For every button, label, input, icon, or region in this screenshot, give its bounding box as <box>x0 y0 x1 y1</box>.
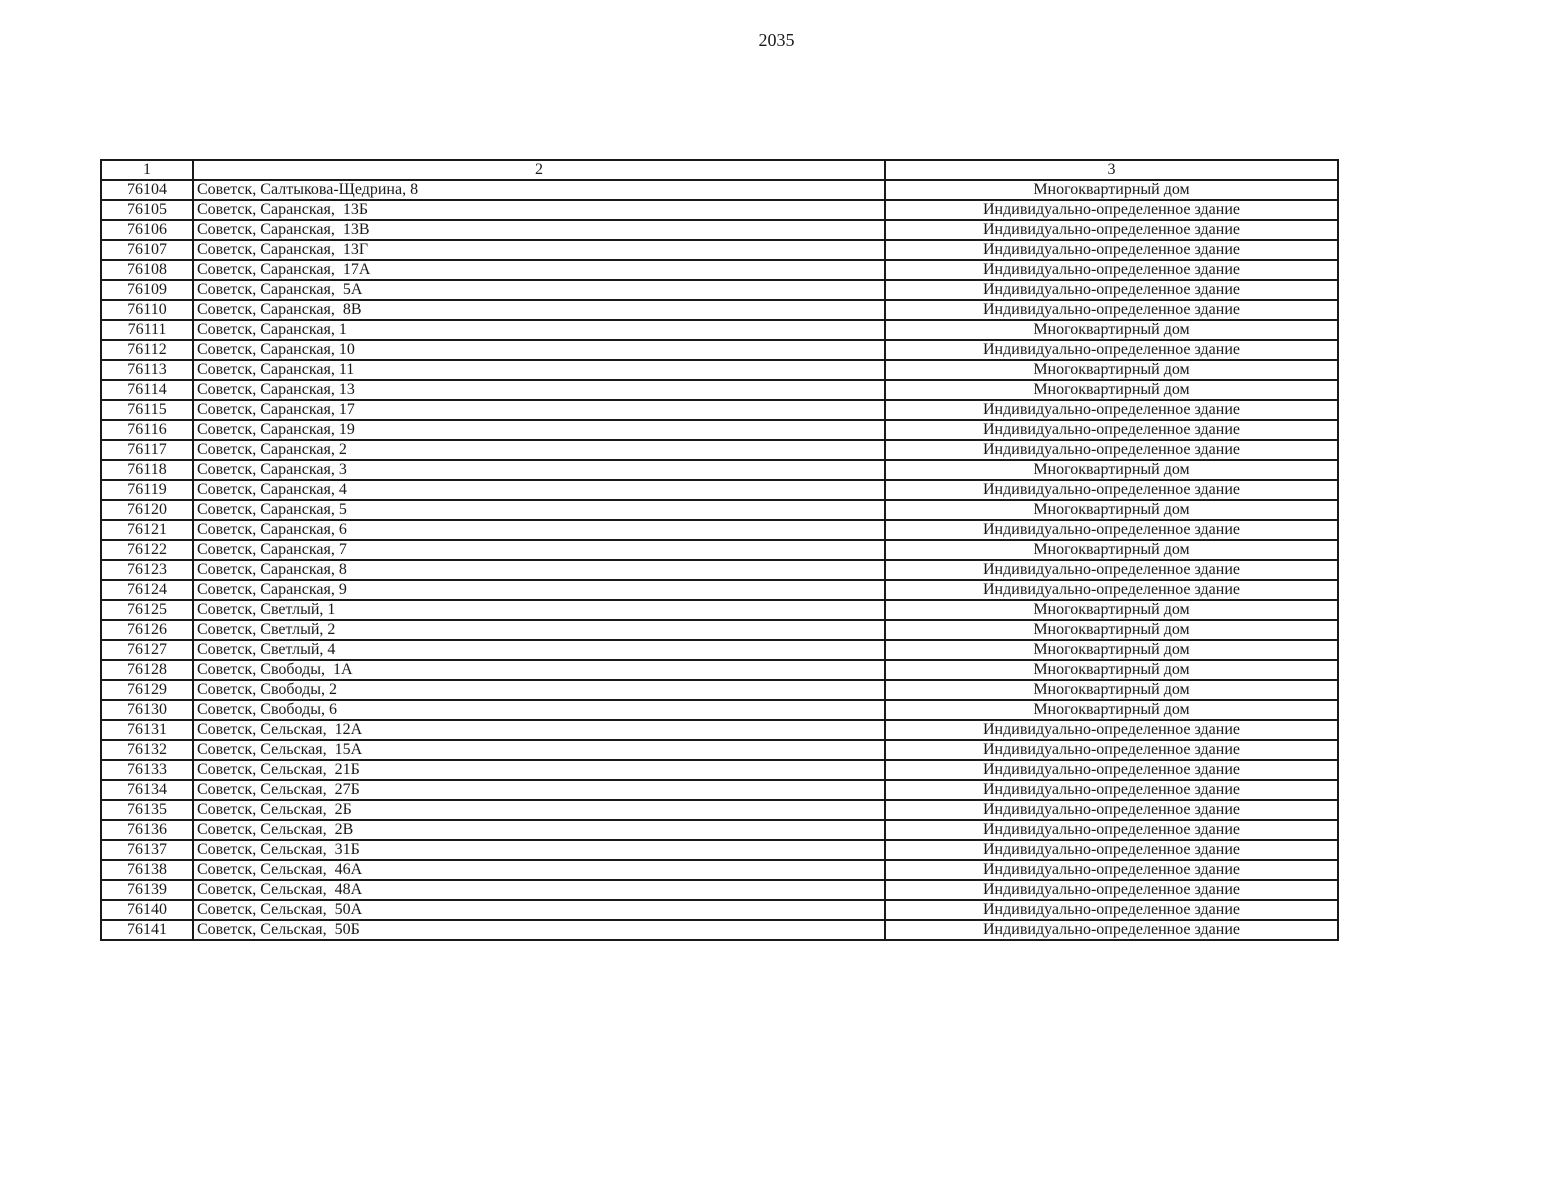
table-row <box>101 360 1338 380</box>
building-type-cell: Многоквартирный дом <box>885 660 1338 680</box>
row-number-cell: 76129 <box>101 680 193 700</box>
building-type-cell: Многоквартирный дом <box>885 500 1338 520</box>
address-cell: Советск, Сельская, 46А <box>193 860 885 880</box>
table-row <box>101 600 1338 620</box>
building-type-cell: Индивидуально-определенное здание <box>885 800 1338 820</box>
table-row <box>101 280 1338 300</box>
table-row <box>101 300 1338 320</box>
address-cell: Советск, Свободы, 1А <box>193 660 885 680</box>
table-row <box>101 500 1338 520</box>
row-number-cell: 76136 <box>101 820 193 840</box>
address-cell: Советск, Свободы, 6 <box>193 700 885 720</box>
row-number-cell: 76139 <box>101 880 193 900</box>
table-row <box>101 180 1338 200</box>
table-body <box>101 180 1338 940</box>
row-number-cell: 76131 <box>101 720 193 740</box>
building-type-cell: Многоквартирный дом <box>885 460 1338 480</box>
address-cell: Советск, Сельская, 31Б <box>193 840 885 860</box>
building-type-cell: Многоквартирный дом <box>885 180 1338 200</box>
column-header-3: 3 <box>885 160 1338 180</box>
address-cell: Советск, Саранская, 13В <box>193 220 885 240</box>
building-type-cell: Индивидуально-определенное здание <box>885 400 1338 420</box>
row-number-cell: 76140 <box>101 900 193 920</box>
header-row <box>101 160 1338 180</box>
table-row <box>101 380 1338 400</box>
row-number-cell: 76115 <box>101 400 193 420</box>
building-type-cell: Многоквартирный дом <box>885 620 1338 640</box>
building-type-cell: Многоквартирный дом <box>885 540 1338 560</box>
address-cell: Советск, Саранская, 5 <box>193 500 885 520</box>
building-type-cell: Многоквартирный дом <box>885 600 1338 620</box>
row-number-cell: 76122 <box>101 540 193 560</box>
table-row <box>101 720 1338 740</box>
address-cell: Советск, Саранская, 8 <box>193 560 885 580</box>
table-row <box>101 220 1338 240</box>
row-number-cell: 76123 <box>101 560 193 580</box>
row-number-cell: 76132 <box>101 740 193 760</box>
building-type-cell: Многоквартирный дом <box>885 360 1338 380</box>
row-number-cell: 76135 <box>101 800 193 820</box>
building-type-cell: Многоквартирный дом <box>885 380 1338 400</box>
table-row <box>101 580 1338 600</box>
building-type-cell: Многоквартирный дом <box>885 680 1338 700</box>
table-row <box>101 740 1338 760</box>
building-type-cell: Индивидуально-определенное здание <box>885 240 1338 260</box>
row-number-cell: 76137 <box>101 840 193 860</box>
building-type-cell: Индивидуально-определенное здание <box>885 200 1338 220</box>
address-cell: Советск, Сельская, 48А <box>193 880 885 900</box>
table-row <box>101 560 1338 580</box>
building-type-cell: Индивидуально-определенное здание <box>885 440 1338 460</box>
row-number-cell: 76104 <box>101 180 193 200</box>
address-cell: Советск, Саранская, 2 <box>193 440 885 460</box>
row-number-cell: 76116 <box>101 420 193 440</box>
building-type-cell: Индивидуально-определенное здание <box>885 760 1338 780</box>
building-type-cell: Индивидуально-определенное здание <box>885 820 1338 840</box>
table-row <box>101 840 1338 860</box>
row-number-cell: 76141 <box>101 920 193 940</box>
building-type-cell: Индивидуально-определенное здание <box>885 840 1338 860</box>
row-number-cell: 76106 <box>101 220 193 240</box>
address-cell: Советск, Саранская, 8В <box>193 300 885 320</box>
row-number-cell: 76111 <box>101 320 193 340</box>
table-row <box>101 860 1338 880</box>
table-row <box>101 680 1338 700</box>
building-type-cell: Индивидуально-определенное здание <box>885 860 1338 880</box>
address-cell: Советск, Сельская, 50А <box>193 900 885 920</box>
address-cell: Советск, Саранская, 13Г <box>193 240 885 260</box>
address-cell: Советск, Сельская, 15А <box>193 740 885 760</box>
building-type-cell: Индивидуально-определенное здание <box>885 220 1338 240</box>
building-type-cell: Индивидуально-определенное здание <box>885 300 1338 320</box>
column-header-2: 2 <box>193 160 885 180</box>
row-number-cell: 76121 <box>101 520 193 540</box>
address-cell: Советск, Саранская, 19 <box>193 420 885 440</box>
address-cell: Советск, Сельская, 12А <box>193 720 885 740</box>
row-number-cell: 76127 <box>101 640 193 660</box>
address-cell: Советск, Светлый, 2 <box>193 620 885 640</box>
address-cell: Советск, Саранская, 13Б <box>193 200 885 220</box>
row-number-cell: 76128 <box>101 660 193 680</box>
row-number-cell: 76109 <box>101 280 193 300</box>
building-type-cell: Индивидуально-определенное здание <box>885 520 1338 540</box>
building-type-cell: Индивидуально-определенное здание <box>885 480 1338 500</box>
row-number-cell: 76113 <box>101 360 193 380</box>
table-row <box>101 660 1338 680</box>
address-cell: Советск, Саранская, 5А <box>193 280 885 300</box>
column-header-1: 1 <box>101 160 193 180</box>
building-type-cell: Многоквартирный дом <box>885 320 1338 340</box>
row-number-cell: 76108 <box>101 260 193 280</box>
row-number-cell: 76112 <box>101 340 193 360</box>
table-row <box>101 320 1338 340</box>
row-number-cell: 76118 <box>101 460 193 480</box>
address-cell: Советск, Саранская, 7 <box>193 540 885 560</box>
row-number-cell: 76117 <box>101 440 193 460</box>
table-row <box>101 820 1338 840</box>
table-row <box>101 920 1338 940</box>
address-cell: Советск, Сельская, 2В <box>193 820 885 840</box>
address-cell: Советск, Саранская, 9 <box>193 580 885 600</box>
address-cell: Советск, Светлый, 1 <box>193 600 885 620</box>
row-number-cell: 76120 <box>101 500 193 520</box>
address-cell: Советск, Светлый, 4 <box>193 640 885 660</box>
table-row <box>101 480 1338 500</box>
table-row <box>101 440 1338 460</box>
address-cell: Советск, Свободы, 2 <box>193 680 885 700</box>
address-cell: Советск, Сельская, 21Б <box>193 760 885 780</box>
row-number-cell: 76138 <box>101 860 193 880</box>
row-number-cell: 76114 <box>101 380 193 400</box>
building-type-cell: Индивидуально-определенное здание <box>885 420 1338 440</box>
address-cell: Советск, Саранская, 13 <box>193 380 885 400</box>
table-row <box>101 200 1338 220</box>
building-type-cell: Индивидуально-определенное здание <box>885 780 1338 800</box>
building-type-cell: Многоквартирный дом <box>885 700 1338 720</box>
address-cell: Советск, Саранская, 11 <box>193 360 885 380</box>
address-cell: Советск, Саранская, 17 <box>193 400 885 420</box>
building-type-cell: Многоквартирный дом <box>885 640 1338 660</box>
row-number-cell: 76107 <box>101 240 193 260</box>
row-number-cell: 76126 <box>101 620 193 640</box>
row-number-cell: 76110 <box>101 300 193 320</box>
address-cell: Советск, Салтыкова-Щедрина, 8 <box>193 180 885 200</box>
table-row <box>101 420 1338 440</box>
table-row <box>101 520 1338 540</box>
building-type-cell: Индивидуально-определенное здание <box>885 920 1338 940</box>
table-row <box>101 260 1338 280</box>
row-number-cell: 76130 <box>101 700 193 720</box>
table-row <box>101 800 1338 820</box>
building-type-cell: Индивидуально-определенное здание <box>885 720 1338 740</box>
table-row <box>101 700 1338 720</box>
table-row <box>101 460 1338 480</box>
address-cell: Советск, Саранская, 6 <box>193 520 885 540</box>
table-row <box>101 620 1338 640</box>
building-type-cell: Индивидуально-определенное здание <box>885 900 1338 920</box>
building-type-cell: Индивидуально-определенное здание <box>885 260 1338 280</box>
building-type-cell: Индивидуально-определенное здание <box>885 560 1338 580</box>
row-number-cell: 76125 <box>101 600 193 620</box>
address-cell: Советск, Сельская, 50Б <box>193 920 885 940</box>
table-row <box>101 640 1338 660</box>
address-cell: Советск, Саранская, 17А <box>193 260 885 280</box>
building-type-cell: Индивидуально-определенное здание <box>885 280 1338 300</box>
row-number-cell: 76105 <box>101 200 193 220</box>
address-cell: Советск, Саранская, 3 <box>193 460 885 480</box>
row-number-cell: 76133 <box>101 760 193 780</box>
address-cell: Советск, Саранская, 4 <box>193 480 885 500</box>
table-row <box>101 760 1338 780</box>
table-row <box>101 900 1338 920</box>
page-number: 2035 <box>758 30 795 50</box>
row-number-cell: 76124 <box>101 580 193 600</box>
table-row <box>101 400 1338 420</box>
building-type-cell: Индивидуально-определенное здание <box>885 880 1338 900</box>
address-cell: Советск, Саранская, 10 <box>193 340 885 360</box>
table-row <box>101 540 1338 560</box>
registry-table <box>100 159 1339 941</box>
row-number-cell: 76119 <box>101 480 193 500</box>
address-cell: Советск, Сельская, 27Б <box>193 780 885 800</box>
building-type-cell: Индивидуально-определенное здание <box>885 740 1338 760</box>
building-type-cell: Индивидуально-определенное здание <box>885 580 1338 600</box>
table-row <box>101 880 1338 900</box>
address-cell: Советск, Сельская, 2Б <box>193 800 885 820</box>
row-number-cell: 76134 <box>101 780 193 800</box>
table-row <box>101 340 1338 360</box>
table-row <box>101 240 1338 260</box>
table-row <box>101 780 1338 800</box>
building-type-cell: Индивидуально-определенное здание <box>885 340 1338 360</box>
address-cell: Советск, Саранская, 1 <box>193 320 885 340</box>
